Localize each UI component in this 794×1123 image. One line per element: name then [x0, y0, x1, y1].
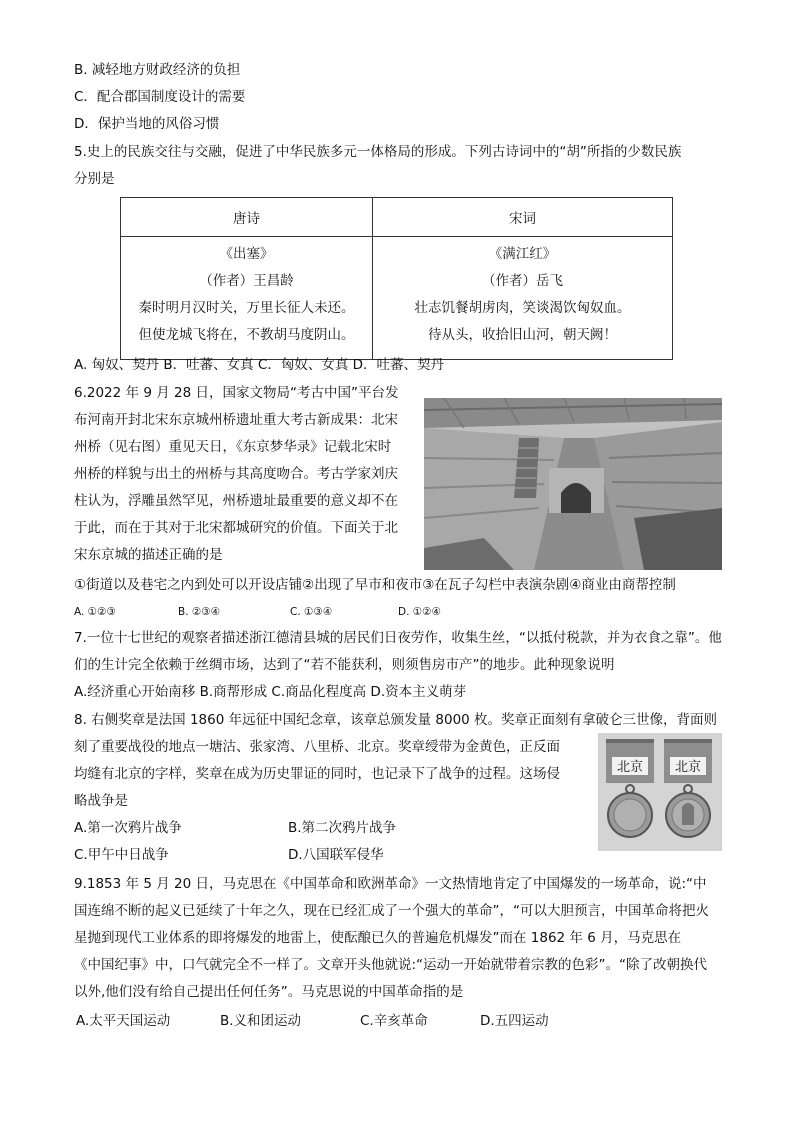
poem-author: （作者）王昌龄	[199, 273, 294, 289]
q4-option-b: B. 减轻地方财政经济的负担	[74, 62, 241, 78]
q5-stem-line1: 5.史上的民族交往与交融，促进了中华民族多元一体格局的形成。下列古诗词中的“胡”所指的少数民族	[74, 144, 682, 160]
q7-stem-line2: 们的生计完全依赖于丝绸市场，达到了“若不能获利，则须售房市产”的地步。此种现象说明	[74, 657, 615, 673]
q9-option-b: B.义和团运动	[220, 1013, 302, 1029]
q6-stem-line: 于此，而在于其对于北宋都城研究的价值。下面关于北	[74, 520, 398, 536]
q9-stem-line: 国连绵不断的起义已延续了十年之久，现在已经汇成了一个强大的革命”，“可以大胆预言，中国革命将把火	[74, 903, 709, 919]
poem-verse: 但使龙城飞将在，不教胡马度阴山。	[138, 327, 355, 343]
q9-option-a: A.太平天国运动	[76, 1013, 171, 1029]
poem-verse: 秦时明月汉时关，万里长征人未还。	[138, 300, 355, 316]
q7-stem-line1: 7.一位十七世纪的观察者描述浙江德清县城的居民们日夜劳作，收集生丝，“以抵付税款，并为衣食之靠”。他	[74, 630, 722, 646]
expedition-medal-photo	[598, 733, 722, 851]
q9-stem-line: 星抛到现代工业体系的即将爆发的地雷上，使酝酿已久的普遍危机爆发”而在 1862 年 6 月，马克思在	[74, 930, 682, 946]
poem-title: 《出塞》	[219, 246, 274, 262]
song-ci-cell	[373, 237, 673, 360]
q6-statements: ①街道以及巷宅之内到处可以开设店铺②出现了早市和夜市③在瓦子勾栏中表演杂剧④商业由商帮控制	[74, 577, 676, 593]
ribbon-text-left: 北京	[616, 760, 644, 775]
q8-stem-line: 略战争是	[74, 793, 128, 809]
ci-title: 《满江红》	[488, 246, 557, 262]
ci-author: （作者）岳飞	[482, 273, 563, 289]
q6-option-a: A. ①②③	[74, 606, 116, 618]
q8-option-b: B.第二次鸦片战争	[288, 820, 397, 836]
q9-option-d: D.五四运动	[480, 1013, 549, 1029]
q8-option-c: C.甲午中日战争	[74, 847, 169, 863]
q9-option-c: C.辛亥革命	[360, 1013, 428, 1029]
q6-option-d: D. ①②④	[398, 606, 441, 618]
q8-stem-line: 8. 右侧奖章是法国 1860 年远征中国纪念章，该章总颁发量 8000 枚。奖章正面刻有拿破仑三世像，背面则	[74, 712, 718, 728]
q9-stem-line: 以外,他们没有给自己提出任何任务”。马克思说的中国革命指的是	[74, 984, 464, 1000]
q8-stem-line: 刻了重要战役的地点一塘沽、张家湾、八里桥、北京。奖章绶带为金黄色，正反面	[74, 739, 560, 755]
q8-option-d: D.八国联军侵华	[288, 847, 384, 863]
table-header-tang-poem: 唐诗	[121, 198, 373, 237]
q9-stem-line: 《中国纪事》中，口气就完全不一样了。文章开头他就说:“运动一开始就带着宗教的色彩”。“除了改朝换代	[74, 957, 708, 973]
q8-option-a: A.第一次鸦片战争	[74, 820, 182, 836]
q7-options: A.经济重心开始南移 B.商帮形成 C.商品化程度高 D.资本主义萌芽	[74, 684, 467, 700]
q4-option-d: D．保护当地的风俗习惯	[74, 116, 220, 132]
tang-poem-cell	[121, 237, 373, 360]
q6-stem-line: 柱认为，浮雕虽然罕见，州桥遗址最重要的意义却不在	[74, 493, 398, 509]
q5-stem-line2: 分别是	[74, 171, 115, 187]
q6-stem-line: 州桥的样貌与出土的州桥与其高度吻合。考古学家刘庆	[74, 466, 398, 482]
q6-stem-line: 宋东京城的描述正确的是	[74, 547, 223, 563]
q4-option-c: C．配合郡国制度设计的需要	[74, 89, 246, 105]
zhouqiao-excavation-photo	[424, 398, 722, 570]
q9-stem-line: 9.1853 年 5 月 20 日，马克思在《中国革命和欧洲革命》一文热情地肯定了中国爆发的一场革命，说:“中	[74, 876, 707, 892]
ci-verse: 壮志饥餐胡虏肉，笑谈渴饮匈奴血。	[414, 300, 631, 316]
q6-option-c: C. ①③④	[290, 606, 333, 618]
table-header-song-ci: 宋词	[373, 198, 673, 237]
ci-verse: 待从头，收拾旧山河，朝天阙！	[428, 327, 617, 343]
q6-stem-line: 6.2022 年 9 月 28 日，国家文物局“考古中国”平台发	[74, 385, 399, 401]
q6-option-b: B. ②③④	[178, 606, 221, 618]
poem-table	[120, 197, 673, 360]
q6-stem-line: 布河南开封北宋东京城州桥遗址重大考古新成果：北宋	[74, 412, 398, 428]
q5-options: A. 匈奴、契丹 B．吐蕃、女真 C．匈奴、女真 D．吐蕃、契丹	[74, 357, 445, 373]
ribbon-text-right: 北京	[674, 760, 702, 775]
q8-stem-line: 均缝有北京的字样，奖章在成为历史罪证的同时，也记录下了战争的过程。这场侵	[74, 766, 560, 782]
q6-stem-line: 州桥（见右图）重见天日，《东京梦华录》记载北宋时	[74, 439, 392, 455]
